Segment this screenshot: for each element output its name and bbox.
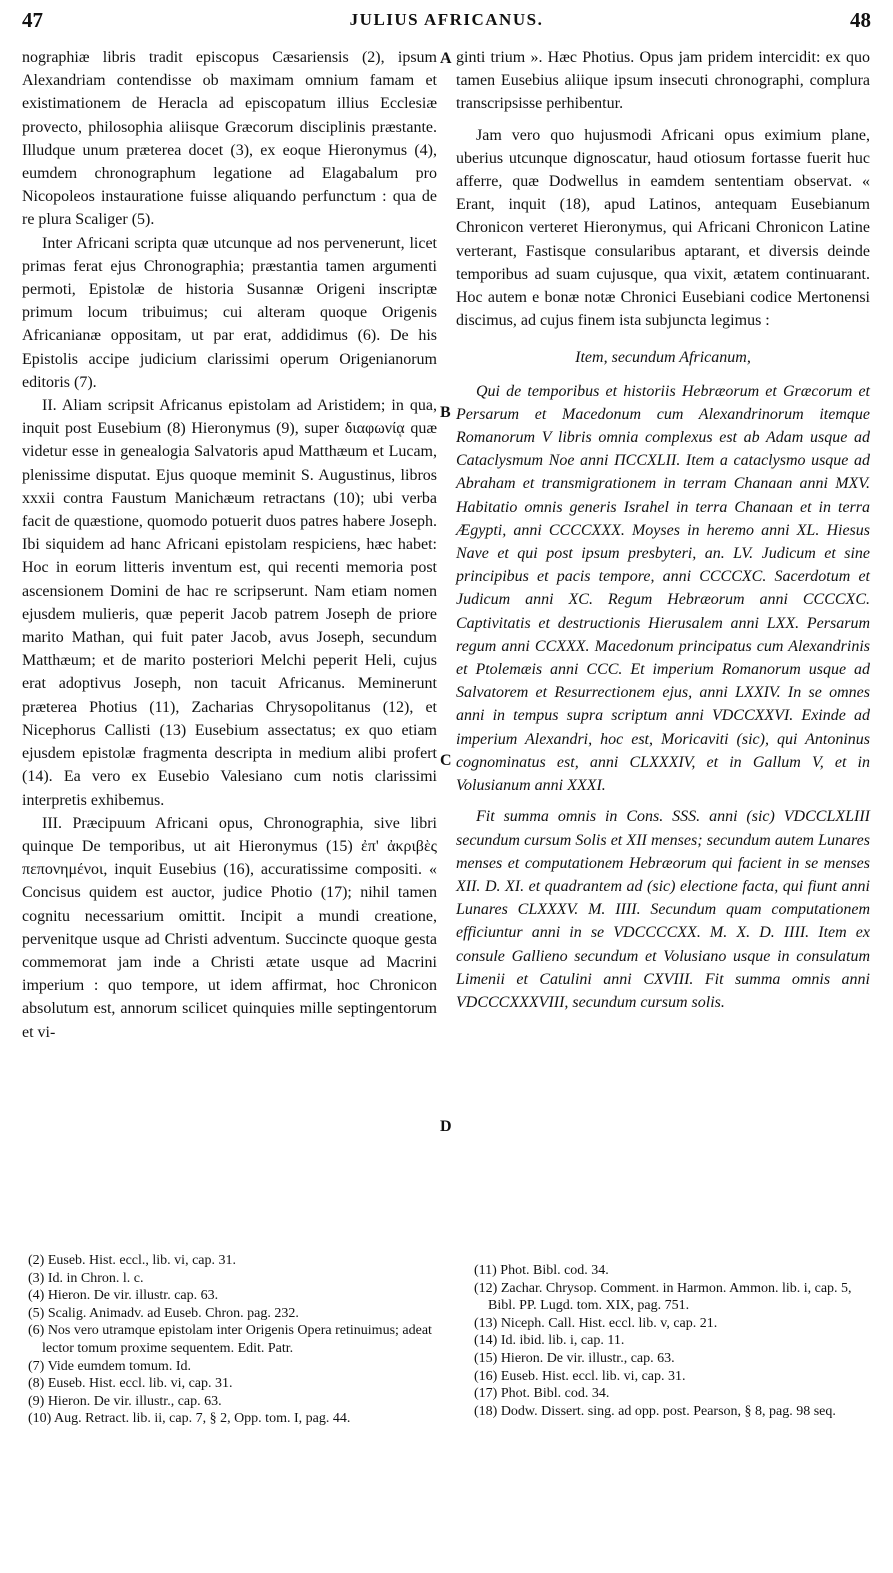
footnote: (15) Hieron. De vir. illustr., cap. 63. [474, 1350, 675, 1366]
paragraph: Inter Africani scripta quæ utcunque ad nos pervenerunt, licet primas ferat ejus Chronographia; præstantia tamen argumenti permoti, Epistolæ de historia Susannæ Origeni inscriptæ primum locum tribuimus; cui alteram quoque Origenis Africanianæ oppositam, ut par erat, addidimus (6). De his Epistolis accipe judicium clarissimi operum Origenianorum editoris (7). [22, 234, 437, 391]
margin-marker-a: A [440, 50, 452, 67]
footnote: (18) Dodw. Dissert. sing. ad opp. post. Pearson, § 8, pag. 98 seq. [474, 1403, 836, 1419]
left-page-number: 47 [22, 8, 43, 32]
paragraph: Jam vero quo hujusmodi Africani opus eximium plane, uberius utcunque dignoscatur, haud otiosum fortasse fuerit huc afferre, quæ Dodwellus in eamdem sententiam observat. « Erant, inquit (18), apud Latinos, antequam Eusebianum Chronicon verteret Hieronymus, qui Africani Chronicon Latine verterant, Fastisque consularibus aptarant, et diversis deinde temporibus ad suam cujusque, qua vixit, ætatem continuarant. Hoc autem e bonæ notæ Chronici Eusebiani codice Mertonensi discimus, ad cujus finem ista subjuncta legimus : [456, 126, 870, 330]
footnote: (17) Phot. Bibl. cod. 34. [474, 1386, 610, 1402]
footnote: (4) Hieron. De vir. illustr. cap. 63. [28, 1288, 219, 1304]
right-page-number: 48 [850, 8, 871, 32]
footnote: (5) Scalig. Animadv. ad Euseb. Chron. pag. 232. [28, 1305, 299, 1321]
footnotes-right [468, 1262, 873, 1420]
margin-marker-c: C [440, 752, 452, 769]
left-column [22, 46, 437, 1044]
section-heading: Item, secundum Africanum, [575, 349, 751, 367]
paragraph: III. Præcipuum Africani opus, Chronographia, sive libri quinque De temporibus, ut ait Hieronymus (15) ἐπ' ἀκριβὲς πεπονημένοι, inquit Eusebius (16), accuratissime compositi. « Concisus quidem est auctor, judice Photio (17); nihil tamen cognitu necessarium omittit. Incipit a mundi creatione, pervenitque usque ad Christi adventum. Succincte quoque gesta commemorat jam inde a Christi ætate usque ad Macrini imperium : quo tempore, ut idem affirmat, hoc Chronicon absolutum est, annorum scilicet quinquies mille septingentorum et vi- [22, 814, 437, 1041]
quoted-chronicle: Qui de temporibus et historiis Hebræorum et Græcorum et Persarum et Macedonum cum Alexandrinorum itemque Romanorum V libris omnia complexus est ab Adam usque ad Cataclysmum Noe anni ΠCCXLII. Item a cataclysmo usque ad Abraham et transmigrationem in terram Chanaan anni MXV. Habitatio omnis generis Israhel in terra Chanaan et in terra Ægypti, anni CCCCXXX. Moyses in heremo anni XL. Hiesus Nave et qui post ipsum presbyteri, an. LV. Judicum et sine principibus et pacis tempore, anni CCCCXC. Sacerdotum et Judicum anni XC. Regum Hebræorum anni CCCCXC. Captivitatis et destructionis Hierusalem anni LXX. Persarum regum anni CCXXX. Macedonum principatus cum Alexandrinis et Ptolemæis anni CCC. Et imperium Romanorum usque ad Salvatorem et Resurrectionem ejus, anni LXXIV. In se omnes anni in tempus supra scriptum anni VDCCXXVI. Exinde ad imperium Alexandri, hoc est, Moricaviti (sic), qui Antoninus cognominatus est, anni CLXXXIV, et in Gallum V, et in Volusianum anni XXXI. [456, 382, 870, 795]
paragraph: ginti trium ». Hæc Photius. Opus jam pridem intercidit: ex quo tamen Eusebius aliique ipsum insecuti chronographi, complura transcripsisse perhibentur. [456, 49, 870, 113]
margin-marker-d: D [440, 1118, 452, 1135]
footnote: (12) Zachar. Chrysop. Comment. in Harmon. Ammon. lib. i, cap. 5, Bibl. PP. Lugd. tom. XIX, pag. 751. [474, 1280, 852, 1314]
paragraph: nographiæ libris tradit episcopus Cæsariensis (2), ipsum Alexandriam contendisse ob maximam omnium famam et existimationem de Heracla ad episcopatum illius Ecclesiæ provecto, philosophia aliisque Græcorum disciplinis præstante. Illudque unum præterea docet (3), ex eoque Hieronymus (4), eumdem chronographum legatione ad Elagabalum pro Nicopoleos instauratione fuisse aliquando perfunctum : qua de re plura Scaliger (5). [22, 49, 437, 229]
footnote: (10) Aug. Retract. lib. ii, cap. 7, § 2, Opp. tom. I, pag. 44. [28, 1411, 351, 1427]
footnote: (16) Euseb. Hist. eccl. lib. vi, cap. 31. [474, 1368, 686, 1384]
footnote: (6) Nos vero utramque epistolam inter Origenis Opera retinuimus; adeat lector tomum proxime sequentem. Edit. Patr. [28, 1323, 432, 1356]
margin-marker-b: B [440, 404, 451, 421]
footnote: (9) Hieron. De vir. illustr., cap. 63. [28, 1393, 222, 1409]
running-header [22, 8, 871, 38]
footnotes-left [22, 1252, 432, 1428]
footnote: (3) Id. in Chron. l. c. [28, 1270, 144, 1286]
footnote: (11) Phot. Bibl. cod. 34. [474, 1263, 609, 1278]
footnote: (7) Vide eumdem tomum. Id. [28, 1358, 191, 1374]
quoted-chronicle-summary: Fit summa omnis in Cons. SSS. anni (sic) VDCCLXLIII secundum cursum Solis et XII menses; secundum autem Lunares menses et computationem Hebræorum qui facient in se menses XII. D. XI. et quadrantem ad (sic) electione facta, qui fiunt anni Lunares CLXXXV. M. IIII. Secundum quam computationem efficiuntur anni in se VDCCCCXX. M. X. D. IIII. Item ex consule Gallieno secundum et Volusiano usque in consulatum Limenii et Catulini anni CXVIII. Fit summa omnis anni VDCCCXXXVIII, secundum cursum solis. [456, 808, 870, 1011]
paragraph: II. Aliam scripsit Africanus epistolam ad Aristidem; in qua, inquit post Eusebium (8) Hieronymus (9), super διαφωνίᾳ quæ videtur esse in genealogia Salvatoris apud Matthæum et Lucam, plenissime disputat. Ejus quoque meminit S. Augustinus, libros xxxii contra Faustum Manichæum retractans (10); ubi verba facit de quæstione, quomodo potuerit duos patres habere Joseph. Ibi siquidem ad hanc Africani epistolam respiciens, hæc habet: Hoc in eorum litteris inventum est, qui recenti memoria post ascensionem Domini de hac re scripserunt. Nam etiam nomen ejusdem mulieris, quæ peperit Jacob patrem Joseph de priore marito Mathan, qui fuit pater Jacob, avus Joseph, secundum Matthæum; et de marito posteriori Melchi peperit Heli, cujus erat adoptivus Joseph, non tacuit Africanus. Meminerunt præterea Photius (11), Zacharias Chrysopolitanus (12), et Nicephorus Callisti (13) Eusebium assectatus; ex quo etiam ejusdem epistolæ fragmenta descripta in medium alibi profert (14). Ea vero ex Eusebio Valesiano cum notis clarissimi interpretis exhibemus. [22, 397, 437, 809]
footnote: (8) Euseb. Hist. eccl. lib. vi, cap. 31. [28, 1376, 233, 1392]
footnote: (2) Euseb. Hist. eccl., lib. vi, cap. 31. [28, 1253, 237, 1268]
right-column [456, 46, 870, 1014]
running-title: JULIUS AFRICANUS. [349, 10, 544, 29]
footnote: (14) Id. ibid. lib. i, cap. 11. [474, 1333, 625, 1349]
footnote: (13) Niceph. Call. Hist. eccl. lib. v, cap. 21. [474, 1315, 718, 1331]
